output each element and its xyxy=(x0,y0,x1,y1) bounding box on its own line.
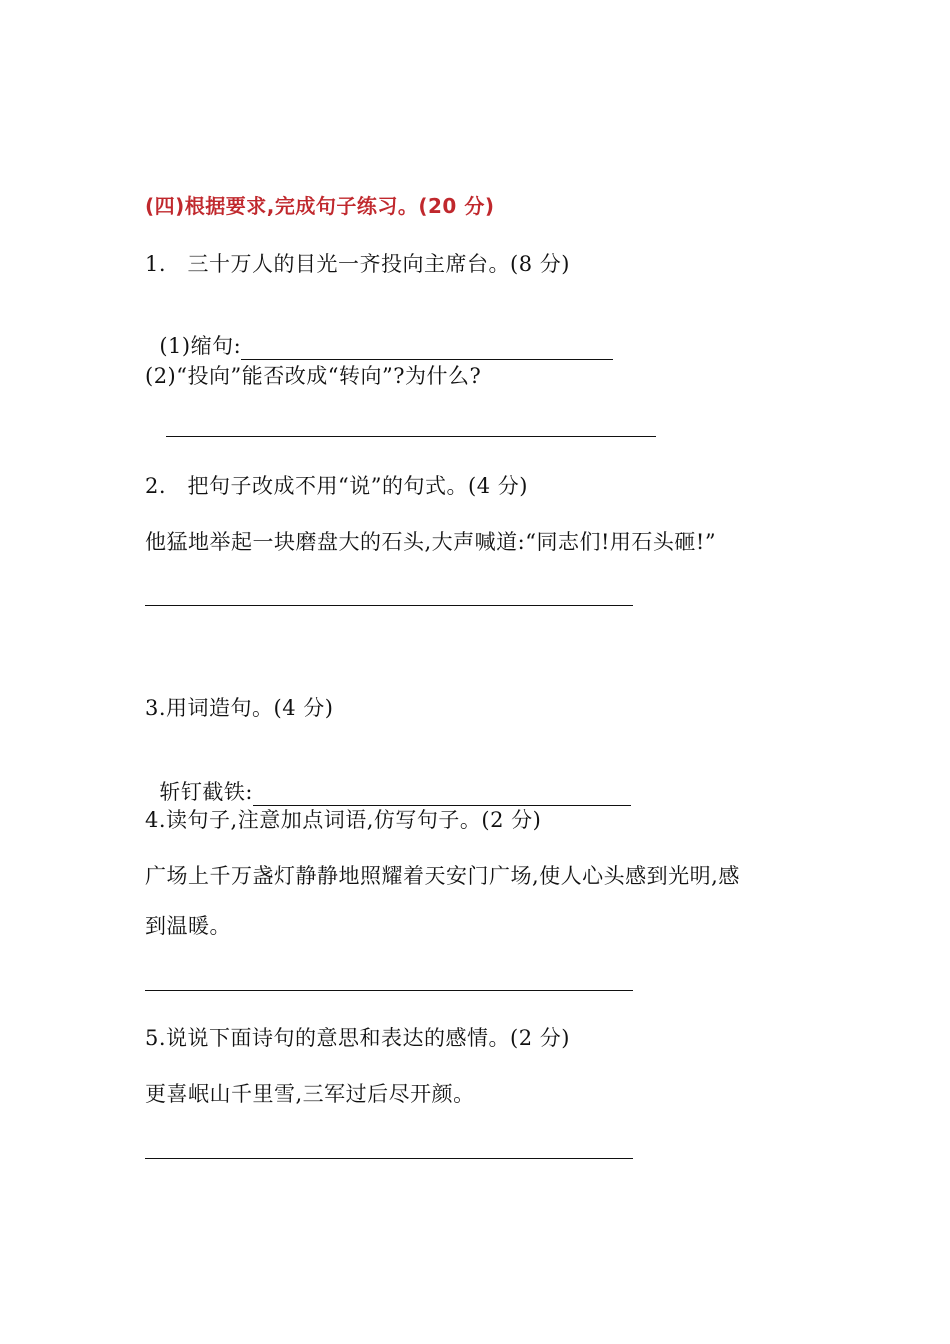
question-3-answer-line[interactable] xyxy=(253,783,631,806)
section-title: (四)根据要求,完成句子练习。(20 分) xyxy=(145,194,495,218)
question-4-prompt: 4.读句子,注意加点词语,仿写句子。(2 分) xyxy=(145,808,542,832)
question-4-sentence-line-2: 到温暖。 xyxy=(145,914,231,938)
question-1-sub1 xyxy=(145,304,613,360)
question-3-word-label: 斩钉截铁: xyxy=(159,780,253,804)
question-3-prompt: 3.用词造句。(4 分) xyxy=(145,696,334,720)
question-1-prompt: 1. 三十万人的目光一齐投向主席台。(8 分) xyxy=(145,252,570,276)
question-4-sentence-line-1: 广场上千万盏灯静静地照耀着天安门广场,使人心头感到光明,感 xyxy=(145,864,740,888)
question-1-sub2-prompt: (2)“投向”能否改成“转向”?为什么? xyxy=(145,364,482,388)
question-1-sub2-answer-line[interactable] xyxy=(166,436,656,437)
question-2-prompt: 2. 把句子改成不用“说”的句式。(4 分) xyxy=(145,474,528,498)
question-5-prompt: 5.说说下面诗句的意思和表达的感情。(2 分) xyxy=(145,1026,570,1050)
question-5-answer-line[interactable] xyxy=(145,1158,633,1159)
question-2-sentence: 他猛地举起一块磨盘大的石头,大声喊道:“同志们!用石头砸!” xyxy=(145,530,717,554)
question-4-answer-line[interactable] xyxy=(145,990,633,991)
question-3-word xyxy=(145,750,631,806)
question-1-sub1-answer-line[interactable] xyxy=(241,337,613,360)
question-2-answer-line[interactable] xyxy=(145,605,633,606)
question-5-poem: 更喜岷山千里雪,三军过后尽开颜。 xyxy=(145,1082,475,1106)
question-1-sub1-label: (1)缩句: xyxy=(159,334,242,358)
